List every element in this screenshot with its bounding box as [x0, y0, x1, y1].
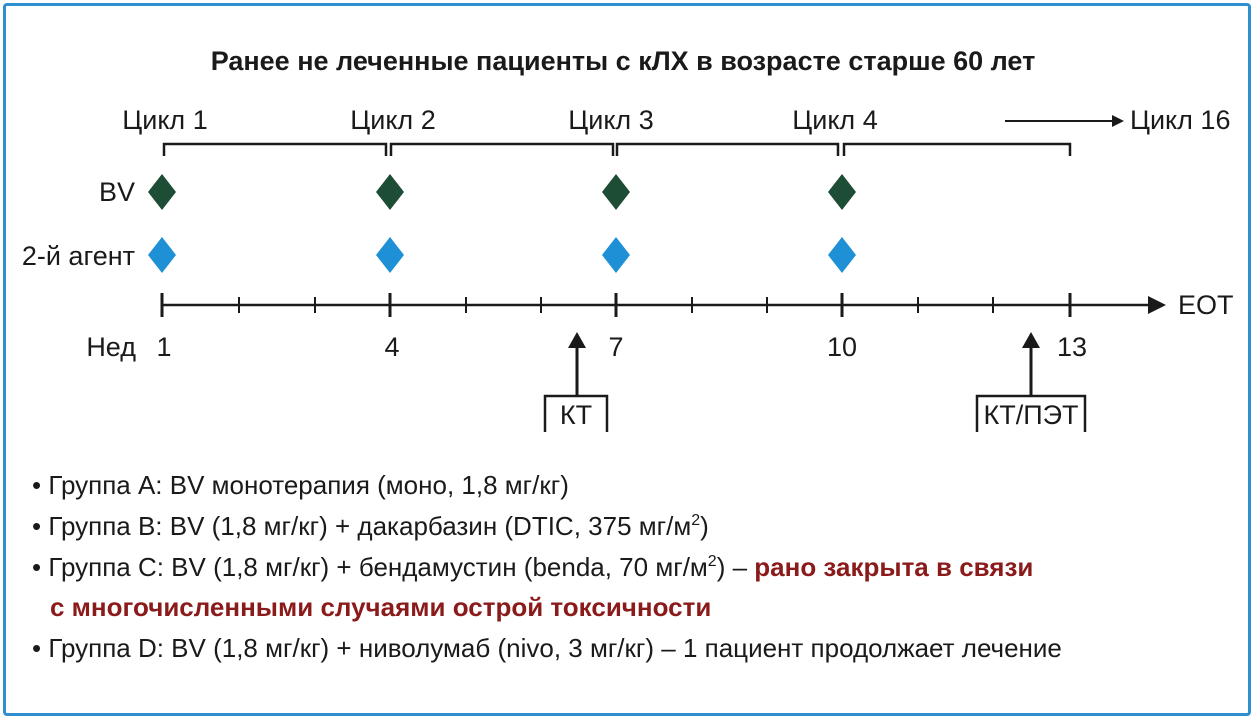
week-tick-label-7: 7 [608, 332, 624, 362]
group-d-item [32, 633, 1062, 663]
cycle-bracket-4 [844, 144, 1070, 156]
ct-label: КТ [559, 400, 593, 430]
group-list [32, 470, 1062, 663]
cycle-label-1: Цикл 1 [122, 105, 208, 135]
week-tick-label-1: 1 [156, 332, 172, 362]
bv-dose-markers [148, 174, 856, 210]
group-c-text: Группа C: BV (1,8 мг/кг) + бендамустин (benda, 70 мг/м [48, 552, 708, 582]
cycle-brackets [164, 144, 1070, 156]
agent-diamond-week-1 [148, 237, 176, 273]
row-label-bv: BV [98, 177, 135, 207]
bv-diamond-week-4 [376, 174, 404, 210]
cycle-label-2: Цикл 2 [350, 105, 436, 135]
group-c-sup: 2 [707, 553, 717, 570]
agent-diamond-week-7 [602, 237, 630, 273]
week-tick-label-13: 13 [1056, 332, 1088, 362]
group-c-closure-note: рано закрыта в связи [754, 552, 1034, 582]
ctpet-label: КТ/ПЭТ [983, 400, 1079, 430]
cycle-bracket-3 [617, 144, 838, 156]
group-a-text: Группа А: BV монотерапия (моно, 1,8 мг/кг) [48, 470, 569, 500]
week-tick-label-10: 10 [826, 332, 858, 362]
bullet: • [32, 470, 49, 500]
ctpet-arrow-head [1022, 332, 1040, 348]
bv-diamond-week-1 [148, 174, 176, 210]
ct-scan-marker [545, 332, 607, 432]
week-tick-label-4: 4 [384, 332, 400, 362]
diagram-title: Ранее не леченные пациенты с кЛХ в возрасте старше 60 лет [210, 46, 1036, 76]
group-c-item [32, 552, 1033, 582]
bullet: • [32, 633, 49, 663]
bv-diamond-week-7 [602, 174, 630, 210]
cycle-label-16: Цикл 16 [1130, 105, 1231, 135]
axis-end-label: EOT [1178, 290, 1234, 320]
group-d-text: Группа D: BV (1,8 мг/кг) + ниволумаб (nivo, 3 мг/кг) – 1 пациент продолжает лечение [48, 633, 1062, 663]
bv-diamond-week-10 [828, 174, 856, 210]
ct-arrow-head [568, 332, 586, 348]
agent-dose-markers [148, 237, 856, 273]
agent-diamond-week-4 [376, 237, 404, 273]
agent-diamond-week-10 [828, 237, 856, 273]
group-c-tail: ) – [716, 552, 755, 582]
cycle-bracket-2 [391, 144, 613, 156]
cycle-label-4: Цикл 4 [792, 105, 878, 135]
group-b-sup: 2 [691, 512, 701, 529]
week-axis-arrowhead [1148, 296, 1166, 314]
bullet: • [32, 552, 49, 582]
group-b-tail: ) [700, 511, 709, 541]
group-a-item [32, 470, 569, 500]
cycle-label-3: Цикл 3 [568, 105, 654, 135]
axis-label: Нед [86, 332, 136, 362]
row-label-agent: 2-й агент [21, 241, 135, 271]
group-b-text: Группа B: BV (1,8 мг/кг) + дакарбазин (DTIC, 375 мг/м [48, 511, 692, 541]
bullet: • [32, 511, 49, 541]
cycle-bracket-1 [164, 144, 386, 156]
group-b-item [32, 511, 709, 541]
group-c-closure-note-cont: с многочисленными случаями острой токсичности [50, 592, 712, 622]
